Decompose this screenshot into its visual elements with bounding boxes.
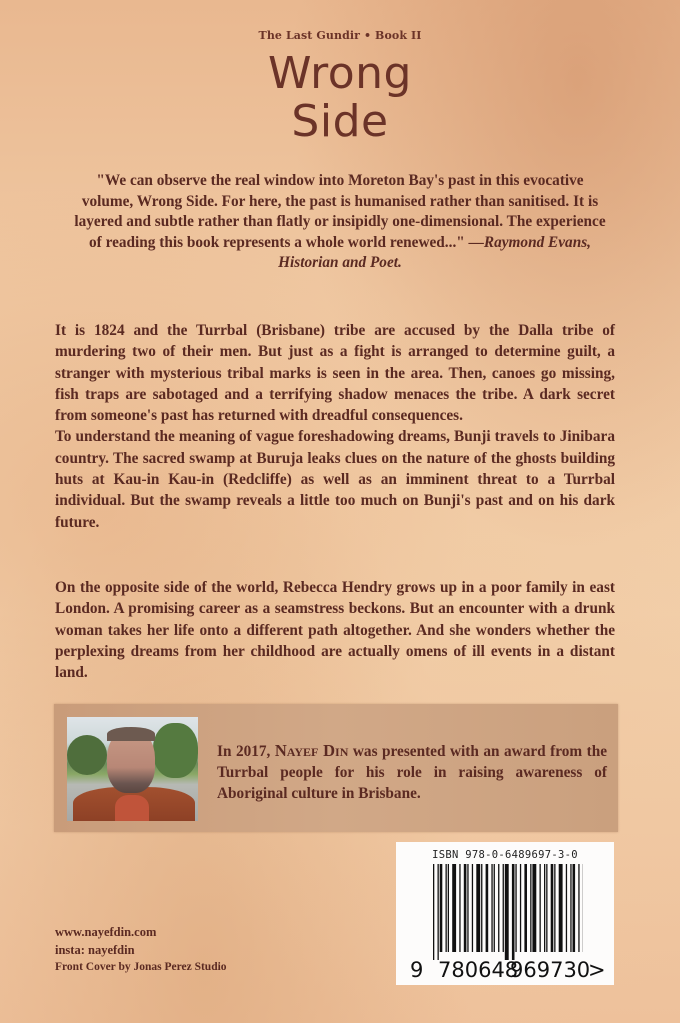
author-bio: In 2017, Nayef Din was presented with an award from the Turrbal people for his role in raising awareness of Aboriginal culture in Brisbane. [217,741,608,802]
barcode-bar [446,864,447,952]
barcode-bar [472,864,473,952]
barcode-bar [438,864,439,960]
barcode-bar [512,864,515,960]
barcode-bar [494,864,495,952]
barcode-bar [573,864,576,952]
instagram-handle: insta: nayefdin [55,943,135,957]
barcode-bars [433,864,583,960]
barcode-bar [452,864,456,952]
barcode-bar [570,864,571,952]
barcode-bar [554,864,555,952]
cover-credit: Front Cover by Jonas Perez Studio [55,961,227,973]
synopsis-part-2 [55,577,615,683]
barcode-bar [433,864,434,960]
barcode-bar [532,864,536,952]
barcode-bar [476,864,480,952]
author-box [54,704,618,832]
barcode-bar [498,864,499,952]
barcode-bar [515,864,516,952]
barcode-bar [448,864,449,952]
synopsis-paragraph-3: On the opposite side of the world, Rebecca Hendry grows up in a poor family in east London. A promising career as a seamstress beckons. But an encounter with a drunk woman takes her life onto a different path altogether. And she wonders whether the perplexing dreams from her childhood are actually omens of ill events in a distant land. [55,579,615,682]
barcode-bar [459,864,460,952]
synopsis-paragraph-2: To understand the meaning of vague foreshadowing dreams, Bunji travels to Jinibara country. The sacred swamp at Buruja leaks clues on the nature of the ghosts building huts at Kau-in Kau-in (Redcliffe) as well as an imminent threat to a Turrbal individual. But the swamp reveals a little too much on Bunji's past and on his dark future. [55,428,615,531]
barcode-bar [486,864,489,952]
quote-text: "We can observe the real window into Moreton Bay's past in this evocative volume, Wrong Side. For here, the past is humanised rather than sanitised. It is layered and subtle rather than flatly or insipidly one-dimensional. The experience of reading this book represents a whole world renewed..." [74,172,606,251]
barcode-bar [544,864,545,952]
barcode-bar [524,864,527,952]
author-photo [67,717,198,821]
isbn-digits-left: 780648 [438,958,519,982]
website-link[interactable]: www.nayefdin.com [55,925,157,939]
book-title-line-2: Side [291,96,389,147]
isbn-label: ISBN 978-0-6489697-3-0 [432,849,578,861]
series-line: The Last Gundir • Book II [258,29,422,42]
barcode-bar [551,864,554,952]
isbn-arrow: > [588,958,606,982]
barcode-bar [440,864,443,952]
author-name: Nayef Din [274,741,349,760]
barcode-bar [520,864,521,952]
synopsis [55,320,615,533]
barcode-bar [491,864,492,952]
blurb-quote [70,171,610,274]
isbn-digit-first: 9 [410,958,424,982]
isbn-barcode [396,842,614,985]
synopsis-paragraph-1: It is 1824 and the Turrbal (Brisbane) tribe are accused by the Dalla tribe of murdering two of their men. But just as a fight is arranged to determine guilt, a stranger with mysterious tribal marks is seen in the area. Then, canoes go missing, fish traps are sabotaged and a terrifying shadow menaces the tribe. A dark secret from someone's past has returned with dreadful consequences. [55,322,615,425]
barcode-bar [578,864,579,952]
isbn-digits [396,958,614,982]
barcode-bar [546,864,547,952]
quote-attribution: —Raymond Evans, Historian and Poet. [278,233,591,272]
barcode-bar [467,864,468,952]
barcode-bar [464,864,467,952]
barcode-bar [566,864,567,952]
isbn-digits-right: 969730 [510,958,591,982]
barcode-bar [481,864,482,952]
barcode-bar [540,864,541,952]
barcode-bar [530,864,531,952]
barcode-bar [505,864,509,960]
book-title-line-1: Wrong [268,48,412,99]
barcode-bar [503,864,504,952]
barcode-bar [559,864,563,952]
